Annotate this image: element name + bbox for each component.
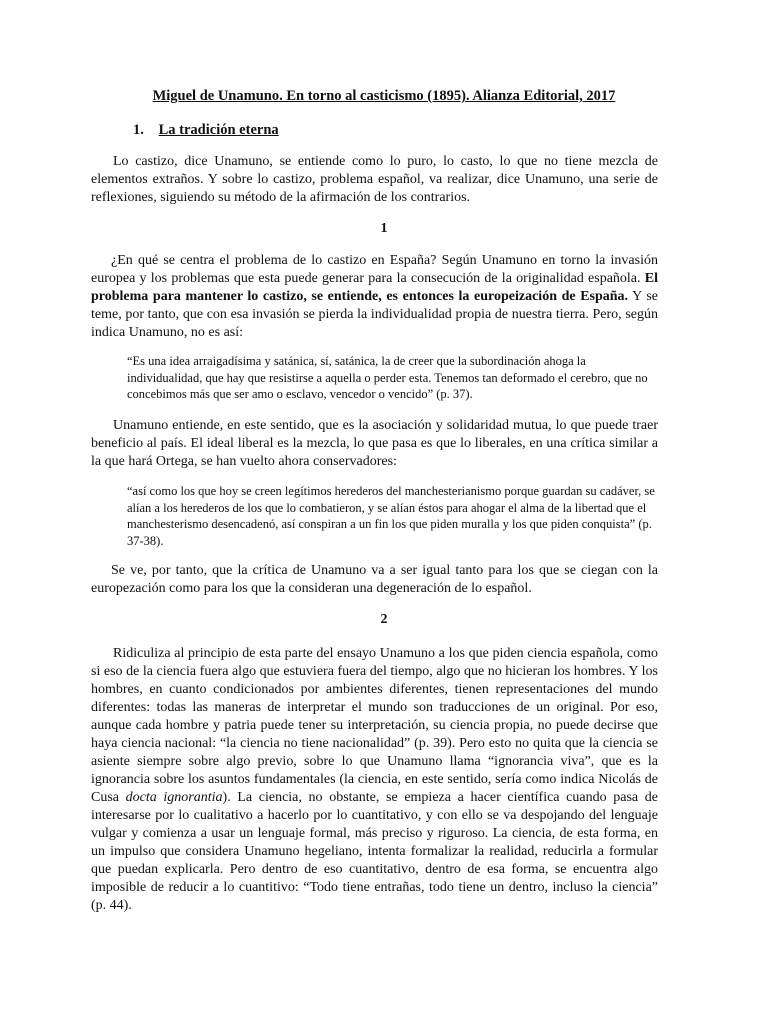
paragraph-4 (91, 645, 658, 915)
section-number-2: 2 (380, 612, 388, 627)
paragraph-3: Se ve, por tanto, que la crítica de Unamuno va a ser igual tanto para los que se ciegan con la europezación como para los que la consideran una degeneración de lo español. (91, 563, 658, 596)
block-quote-1: “Es una idea arraigadísima y satánica, sí, satánica, la de creer que la subordinación ahoga la individualidad, que hay que resistirse a aquella o perder esta. Tenemos tan deformado el cerebro, que no concebimos más que ser amo o esclavo, vencedor o vencido” (p. 37). (127, 354, 648, 401)
paragraph-4-italic: docta ignorantia (125, 790, 223, 805)
section-number-1: 1 (380, 221, 388, 236)
paragraph-4-text-a: Ridiculiza al principio de esta parte del ensayo Unamuno a los que piden ciencia española, como si eso de la ciencia fuera algo que estuviera fuera del tiempo, algo que no hicieran los hombres. Y los hombres, en cuanto condicionados por ambientes diferentes, tienen representaciones del mundo diferentes: todas las maneras de interpretar el mundo son traducciones de un original. Por eso, aunque cada hombre y patria puede tener su interpretación, su ciencia propia, no puede decirse que haya ciencia nacional: “la ciencia no tiene nacionalidad” (p. 39). Pero esto no quita que la ciencia se asiente siempre sobre algo previo, sobre lo que Unamuno llama “ignorancia viva”, que es la ignorancia sobre los asuntos fundamentales (la ciencia, en este sentido, sería como indica Nicolás de Cusa (91, 646, 658, 805)
section-heading-text: La tradición eterna (158, 122, 279, 138)
intro-paragraph: Lo castizo, dice Unamuno, se entiende como lo puro, lo casto, lo que no tiene mezcla de elementos extraños. Y sobre lo castizo, problema español, va realizar, dice Unamuno, una serie de reflexiones, siguiendo su método de la afirmación de los contrarios. (91, 154, 658, 205)
section-heading-number: 1. (133, 122, 144, 138)
block-quote-2: “así como los que hoy se creen legítimos herederos del manchesterianismo porque guardan su cadáver, se alían a los herederos de los que lo combatieron, y se alían éstos para ahogar el alma de la libertad que el manchesterismo desencadenó, así conspiran a un fin los que piden muralla y los que piden conquista” (p. 37-38). (127, 484, 655, 548)
paragraph-1-text-b: Y se teme, por tanto, que con esa invasión se pierda la individualidad propia de nuestra tierra. Pero, según indica Unamuno, no es así: (91, 289, 659, 340)
paragraph-1-text-a: ¿En qué se centra el problema de lo castizo en España? Según Unamuno en torno la invasión europea y los problemas que esta puede generar para la consecución de la originalidad española. (91, 253, 658, 286)
paragraph-2: Unamuno entiende, en este sentido, que es la asociación y solidaridad mutua, lo que puede traer beneficio al país. El ideal liberal es la mezcla, lo que pasa es que lo liberales, en una crítica similar a la que hará Ortega, se han vuelto ahora conservadores: (91, 418, 658, 469)
paragraph-4-text-b: ). La ciencia, no obstante, se empieza a hacer científica cuando pasa de interesarse por lo cualitativo a hacerlo por lo cuantitativo, y con ello se va despojando del lenguaje vulgar y comienza a usar un lenguaje formal, más preciso y riguroso. La ciencia, de esta forma, en un impulso que considera Unamuno hegeliano, intenta formalizar la realidad, reducirla a formular que puedan explicarla. Pero dentro de eso cuantitativo, dentro de esa forma, se encuentra algo imposible de reducir a lo cuantitivo: “Todo tiene entrañas, todo tiene un dentro, incluso la ciencia” (p. 44). (91, 790, 658, 913)
section-heading (133, 121, 279, 139)
document-title: Miguel de Unamuno. En torno al casticismo (1895). Alianza Editorial, 2017 (152, 88, 616, 104)
paragraph-1-bold: El problema para mantener lo castizo, se entiende, es entonces la europeización de España. (91, 271, 658, 304)
paragraph-1 (91, 252, 658, 342)
